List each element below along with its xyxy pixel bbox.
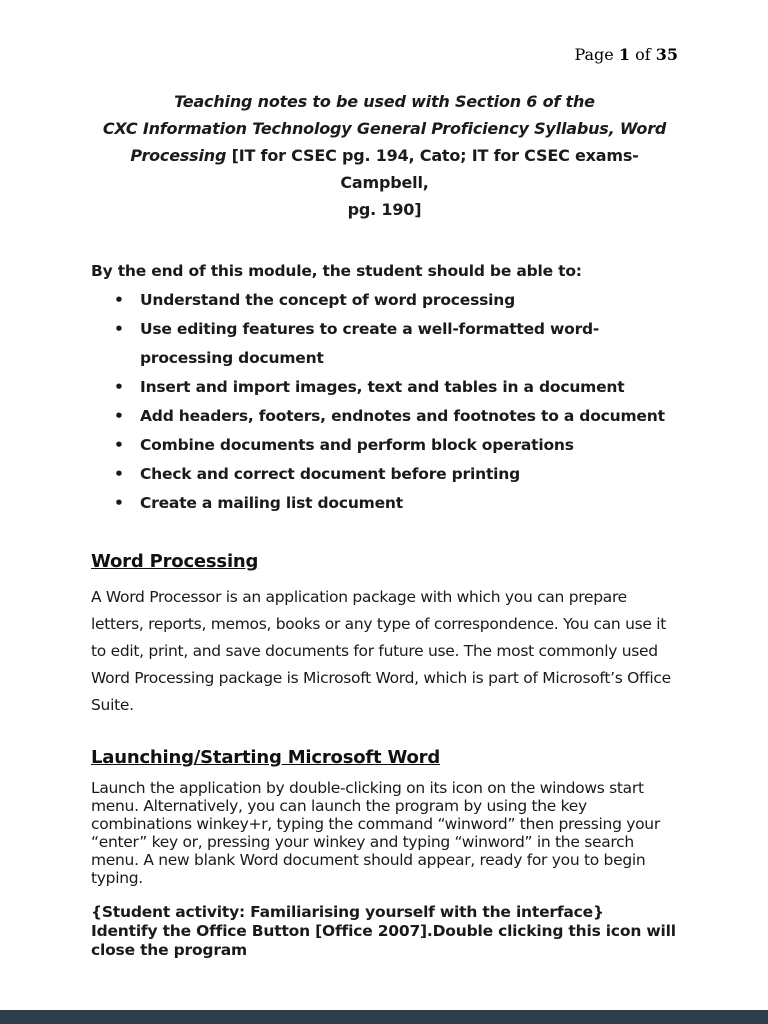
document-title [91,88,678,223]
bullet-icon: • [114,320,124,338]
objective-item-text: Understand the concept of word processing [140,291,515,309]
page-number-of: of [630,45,656,64]
section-heading-launching: Launching/Starting Microsoft Word [91,747,441,768]
bullet-icon: • [114,436,124,454]
objective-item [91,489,678,518]
page-number-prefix: Page [574,45,619,64]
title-line3-rest-text: [IT for CSEC pg. 194, Cato; IT for CSEC exams- Campbell, [231,146,639,192]
title-line1-text: Teaching notes to be used with Section 6 of the [174,92,595,111]
objective-item [91,373,678,402]
document-content [91,0,678,960]
objective-item [91,286,678,315]
title-line4-text: pg. 190] [347,200,422,219]
objectives-list [91,286,678,518]
student-activity-instruction: Identify the Office Button [Office 2007].Double clicking this icon will close the program [91,922,676,959]
title-line [91,88,678,115]
objective-item-text: Add headers, footers, endnotes and footnotes to a document [140,407,665,425]
objective-item-text: Insert and import images, text and tables in a document [140,378,625,396]
viewer-background-bar [0,1010,768,1024]
title-line [91,142,678,196]
title-line [91,196,678,223]
objective-item-text: Create a mailing list document [140,494,403,512]
page-number-total: 35 [655,45,678,64]
title-line [91,115,678,142]
bullet-icon: • [114,378,124,396]
title-line3-italic-text: Processing [130,146,232,165]
objective-item [91,460,678,489]
objective-item [91,315,678,373]
bullet-icon: • [114,465,124,483]
objective-item-text: Check and correct document before printing [140,465,520,483]
objective-item-text: Use editing features to create a well-formatted word-processing document [140,320,600,367]
bullet-icon: • [114,494,124,512]
objective-item-text: Combine documents and perform block operations [140,436,574,454]
objectives-intro: By the end of this module, the student should be able to: [91,262,582,280]
word-processing-paragraph: A Word Processor is an application package with which you can prepare letters, reports, memos, books or any type of correspondence. You can use it to edit, print, and save documents for future use. The most commonly used Word Processing package is Microsoft Word, which is part of Microsoft’s Office Suite. [91,588,671,714]
bullet-icon: • [114,291,124,309]
student-activity-block [91,903,678,960]
page-number-current: 1 [618,45,630,64]
objective-item [91,402,678,431]
title-line2-text: CXC Information Technology General Proficiency Syllabus, Word [102,119,667,138]
student-activity-line: {Student activity: Familiarising yourself with the interface} [91,903,604,921]
objective-item [91,431,678,460]
bullet-icon: • [114,407,124,425]
launching-paragraph: Launch the application by double-clicking on its icon on the windows start menu. Alternatively, you can launch the program by using the key combinations winkey+r, typing the command “winword” then pressing your “enter” key or, pressing your winkey and typing “winword” in the search menu. A new blank Word document should appear, ready for you to begin typing. [91,779,660,887]
section-heading-word-processing: Word Processing [91,551,259,572]
